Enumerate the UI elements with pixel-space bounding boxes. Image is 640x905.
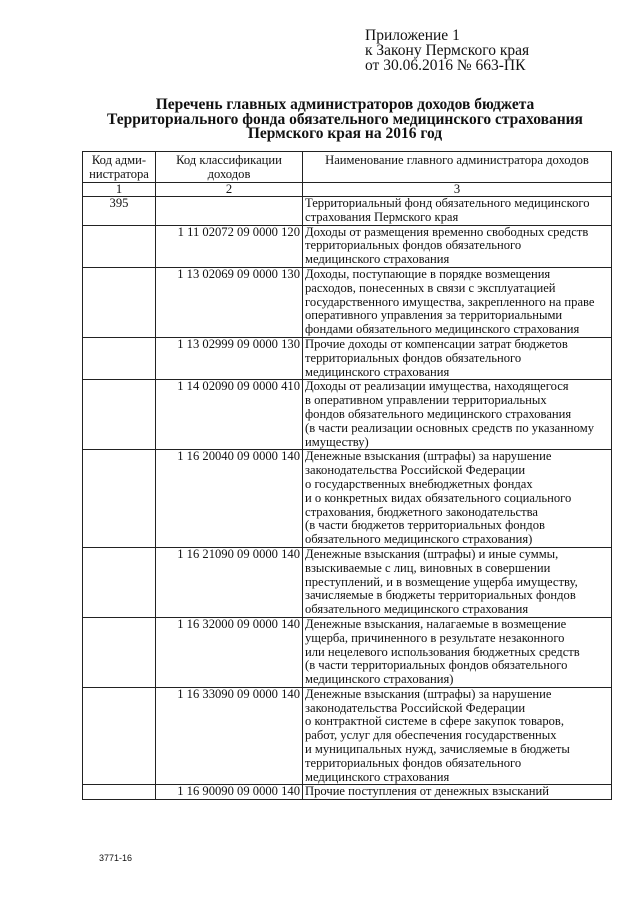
name-line: Денежные взыскания, налагаемые в возмещение xyxy=(305,616,567,631)
admin-code-cell xyxy=(83,337,156,379)
table-row xyxy=(83,225,612,267)
name-line: в оперативном управлении территориальных xyxy=(305,393,547,408)
name-line: работ, услуг для обеспечения государственных xyxy=(305,728,557,743)
administrator-name-cell xyxy=(303,547,612,617)
name-line: взыскиваемые с лиц, виновных в совершении xyxy=(305,560,551,575)
administrator-name-cell xyxy=(303,267,612,337)
name-line: о контрактной системе в сфере закупок товаров, xyxy=(305,714,565,729)
name-line: Прочие доходы от компенсации затрат бюджетов xyxy=(305,336,568,351)
doc-number: 3771-16 xyxy=(99,853,133,863)
classification-code-cell: 1 16 20040 09 0000 140 xyxy=(156,450,303,548)
administrator-name-cell xyxy=(303,450,612,548)
name-line: фондами обязательного медицинского страхования xyxy=(305,322,580,337)
header-class-code-text: Код классификации доходов xyxy=(176,153,282,181)
name-line: Прочие поступления от денежных взысканий xyxy=(305,784,549,799)
admin-code-cell: 395 xyxy=(83,197,156,226)
name-line: Доходы, поступающие в порядке возмещения xyxy=(305,266,551,281)
table-row xyxy=(83,267,612,337)
table-row xyxy=(83,337,612,379)
name-line: медицинского страхования xyxy=(305,252,450,267)
column-number-row xyxy=(83,183,612,197)
name-line: Денежные взыскания (штрафы) за нарушение xyxy=(305,449,552,464)
name-line: медицинского страхования xyxy=(305,769,450,784)
column-number: 2 xyxy=(156,183,303,197)
classification-code-cell: 1 14 02090 09 0000 410 xyxy=(156,380,303,450)
title-line: Территориального фонда обязательного медицинского страхования xyxy=(107,110,583,128)
name-line: государственного имущества, закрепленного на праве xyxy=(305,294,595,309)
admin-code-cell xyxy=(83,225,156,267)
administrator-name-cell xyxy=(303,197,612,226)
name-line: медицинского страхования xyxy=(305,364,450,379)
classification-code-cell: 1 16 90090 09 0000 140 xyxy=(156,785,303,800)
name-line: преступлений, и в возмещение ущерба имуществу, xyxy=(305,574,578,589)
admin-code-cell xyxy=(83,267,156,337)
appendix-header xyxy=(365,28,529,73)
admin-code-cell xyxy=(83,617,156,687)
name-line: Доходы от размещения временно свободных средств xyxy=(305,224,589,239)
name-line: о государственных внебюджетных фондах xyxy=(305,476,533,491)
admin-code-cell xyxy=(83,547,156,617)
classification-code-cell: 1 13 02069 09 0000 130 xyxy=(156,267,303,337)
name-line: Денежные взыскания (штрафы) и иные суммы, xyxy=(305,546,559,561)
table-row xyxy=(83,785,612,800)
name-line: территориальных фондов обязательного xyxy=(305,238,522,253)
table-row xyxy=(83,450,612,548)
header-admin-code xyxy=(83,152,156,183)
administrator-name-cell xyxy=(303,687,612,785)
name-line: и о конкретных видах обязательного социального xyxy=(305,490,572,505)
table-row xyxy=(83,380,612,450)
classification-code-cell: 1 16 21090 09 0000 140 xyxy=(156,547,303,617)
appendix-line: Приложение 1 xyxy=(365,27,460,44)
title-line: Пермского края на 2016 год xyxy=(247,125,443,142)
appendix-line: от 30.06.2016 № 663-ПК xyxy=(365,57,526,74)
name-line: и муниципальных нужд, зачисляемые в бюджеты xyxy=(305,742,570,757)
name-line: Доходы от реализации имущества, находящегося xyxy=(305,379,569,394)
name-line: зачисляемые в бюджеты территориальных фондов xyxy=(305,588,576,603)
name-line: или нецелевого использования бюджетных средств xyxy=(305,644,580,659)
name-line: расходов, понесенных в связи с эксплуатацией xyxy=(305,280,556,295)
administrator-name-cell xyxy=(303,380,612,450)
name-line: территориальных фондов обязательного xyxy=(305,350,522,365)
name-line: территориальных фондов обязательного xyxy=(305,755,522,770)
admin-code-cell xyxy=(83,687,156,785)
table-body xyxy=(83,197,612,800)
name-line: (в части бюджетов территориальных фондов xyxy=(305,518,545,533)
name-line: (в части реализации основных средств по указанному xyxy=(305,420,594,435)
name-line: медицинского страхования) xyxy=(305,672,454,687)
table-row xyxy=(83,617,612,687)
name-line: ущерба, причиненного в результате незаконного xyxy=(305,630,565,645)
admin-code-cell xyxy=(83,450,156,548)
document-title xyxy=(80,98,610,142)
admin-code-cell xyxy=(83,785,156,800)
classification-code-cell: 1 16 33090 09 0000 140 xyxy=(156,687,303,785)
name-line: Денежные взыскания (штрафы) за нарушение xyxy=(305,686,552,701)
name-line: (в части территориальных фондов обязательного xyxy=(305,658,568,673)
name-line: имуществу) xyxy=(305,434,369,449)
column-number: 1 xyxy=(83,183,156,197)
table-row xyxy=(83,197,612,226)
appendix-line: к Закону Пермского края xyxy=(365,42,530,59)
administrator-name-cell xyxy=(303,225,612,267)
administrator-name-cell xyxy=(303,617,612,687)
header-name-text: Наименование главного администратора доходов xyxy=(325,153,589,167)
administrator-name-cell xyxy=(303,785,612,800)
header-class-code xyxy=(156,152,303,183)
name-line: обязательного медицинского страхования xyxy=(305,602,529,617)
name-line: страхования, бюджетного законодательства xyxy=(305,504,539,519)
title-line: Перечень главных администраторов доходов бюджета xyxy=(155,96,535,113)
header-name xyxy=(303,152,612,183)
name-line: страхования Пермского края xyxy=(305,209,459,224)
administrator-name-cell xyxy=(303,337,612,379)
name-line: законодательства Российской Федерации xyxy=(305,463,526,478)
classification-code-cell: 1 11 02072 09 0000 120 xyxy=(156,225,303,267)
name-line: обязательного медицинского страхования) xyxy=(305,532,533,547)
name-line: оперативного управления за территориальными xyxy=(305,308,563,323)
administrators-table xyxy=(82,151,612,800)
column-number: 3 xyxy=(303,183,612,197)
header-admin-code-text: Код адми- нистратора xyxy=(89,153,149,181)
name-line: Территориальный фонд обязательного медицинского xyxy=(305,196,590,210)
name-line: фондов обязательного медицинского страхования xyxy=(305,406,572,421)
classification-code-cell xyxy=(156,197,303,226)
admin-code-cell xyxy=(83,380,156,450)
table-header-row xyxy=(83,152,612,183)
classification-code-cell: 1 16 32000 09 0000 140 xyxy=(156,617,303,687)
name-line: законодательства Российской Федерации xyxy=(305,700,526,715)
table-row xyxy=(83,547,612,617)
classification-code-cell: 1 13 02999 09 0000 130 xyxy=(156,337,303,379)
table-row xyxy=(83,687,612,785)
